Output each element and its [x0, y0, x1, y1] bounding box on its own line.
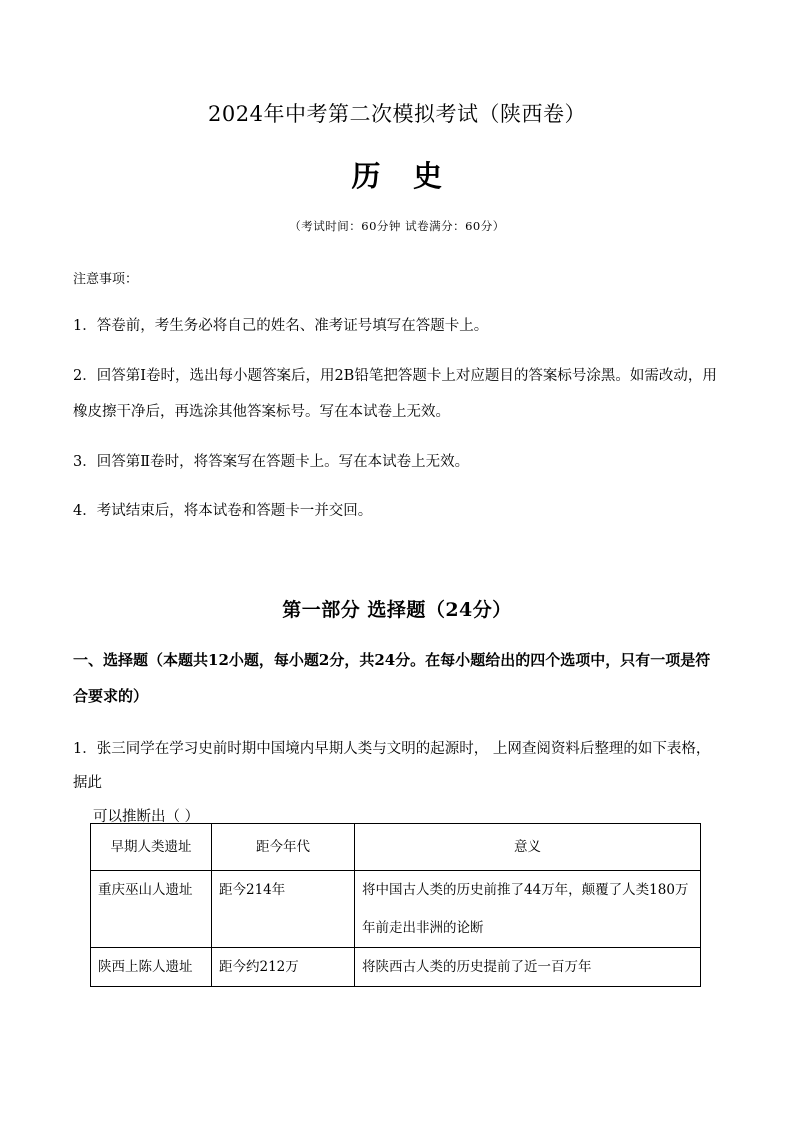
- table-cell: 陕西上陈人遗址: [91, 948, 212, 987]
- subject-title: [0, 154, 794, 195]
- subject-char-1: 历: [351, 159, 381, 193]
- table-header-cell: 距今年代: [212, 824, 355, 871]
- subject-char-2: 史: [413, 159, 443, 193]
- table-header-row: [91, 824, 701, 871]
- table-cell: 距今214年: [212, 871, 355, 948]
- notice-item-3: 3．回答第Ⅱ卷时，将答案写在答题卡上。写在本试卷上无效。: [73, 454, 470, 470]
- table-header-cell: 意义: [355, 824, 701, 871]
- question-1-text: [73, 732, 723, 834]
- table-row: [91, 948, 701, 987]
- table-cell: 重庆巫山人遗址: [91, 871, 212, 948]
- table-cell: 将陕西古人类的历史提前了近一百万年: [355, 948, 701, 987]
- table-cell: 距今约212万: [212, 948, 355, 987]
- question-1-line-2: 可以推断出（ ）: [93, 809, 200, 825]
- table-row: [91, 871, 701, 948]
- exam-info: （考试时间：60分钟 试卷满分：60分）: [289, 219, 505, 233]
- notice-title: 注意事项：: [73, 272, 139, 287]
- exam-title: 2024年中考第二次模拟考试（陕西卷）: [208, 102, 586, 126]
- section-heading: 一、选择题（本题共12小题，每小题2分，共24分。在每小题给出的四个选项中，只有一项是符合要求的）: [73, 651, 711, 705]
- notice-item-1: 1．答卷前，考生务必将自己的姓名、准考证号填写在答题卡上。: [73, 318, 489, 334]
- notice-item-4: 4．考试结束后，将本试卷和答题卡一并交回。: [73, 503, 373, 519]
- table-cell: 将中国古人类的历史前推了44万年，颠覆了人类180万年前走出非洲的论断: [355, 871, 701, 948]
- question-1-line-1: 1．张三同学在学习史前时期中国境内早期人类与文明的起源时， 上网查阅资料后整理的如下表格，据此: [73, 741, 711, 791]
- table-header-cell: 早期人类遗址: [91, 824, 212, 871]
- part-title: 第一部分 选择题（24分）: [282, 599, 512, 621]
- question-1-table: [90, 823, 701, 987]
- notice-item-2: 2．回答第Ⅰ卷时，选出每小题答案后，用2B铅笔把答题卡上对应题目的答案标号涂黑。如需改动，用橡皮擦干净后，再选涂其他答案标号。写在本试卷上无效。: [73, 368, 717, 420]
